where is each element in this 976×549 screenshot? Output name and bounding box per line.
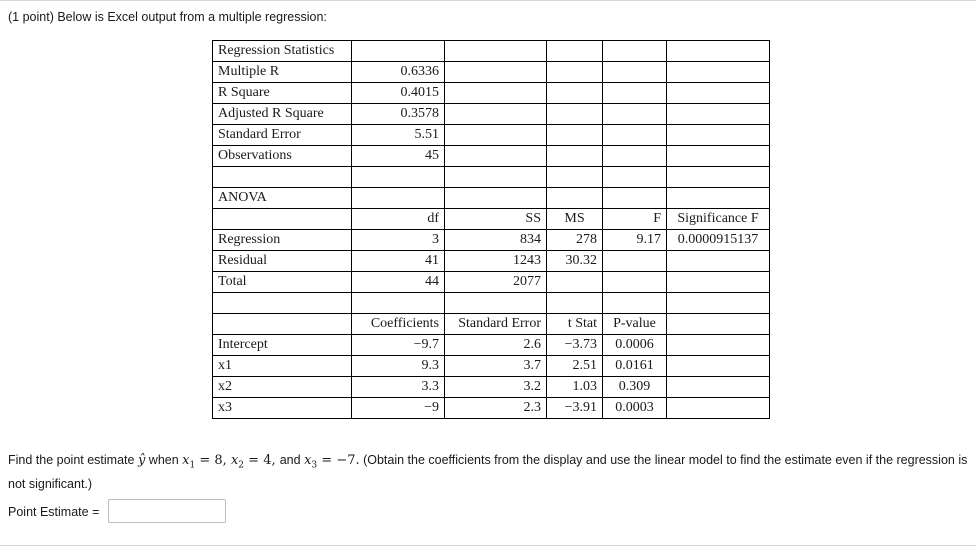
point-estimate-label: Point Estimate = <box>8 505 100 519</box>
regstats-label: Standard Error <box>213 125 352 146</box>
regstats-row <box>213 62 770 83</box>
anova-df: 41 <box>352 251 445 272</box>
coef-label: x3 <box>213 398 352 419</box>
coef-p: 0.309 <box>603 377 667 398</box>
anova-label: Residual <box>213 251 352 272</box>
coef-header-p-value: P-value <box>603 314 667 335</box>
anova-ms: 278 <box>547 230 603 251</box>
coef-value: −9 <box>352 398 445 419</box>
anova-title-row <box>213 188 770 209</box>
point-estimate-input[interactable] <box>108 499 226 523</box>
coef-se: 2.3 <box>445 398 547 419</box>
coef-value: −9.7 <box>352 335 445 356</box>
y-hat-symbol: ŷ <box>137 453 146 468</box>
top-divider <box>0 0 976 1</box>
anova-header-sig-f: Significance F <box>667 209 770 230</box>
regstats-title-row <box>213 41 770 62</box>
coef-p: 0.0161 <box>603 356 667 377</box>
question-prefix: Find the point estimate <box>8 453 135 467</box>
regstats-title: Regression Statistics <box>213 41 352 62</box>
blank-row <box>213 167 770 188</box>
coef-t: 2.51 <box>547 356 603 377</box>
coef-label: x2 <box>213 377 352 398</box>
anova-row-regression <box>213 230 770 251</box>
anova-header-ms: MS <box>547 209 603 230</box>
regstats-value: 0.6336 <box>352 62 445 83</box>
coef-p: 0.0006 <box>603 335 667 356</box>
anova-ms: 30.32 <box>547 251 603 272</box>
anova-label: Total <box>213 272 352 293</box>
regstats-row <box>213 83 770 104</box>
anova-title: ANOVA <box>213 188 352 209</box>
anova-sig-f: 0.0000915137 <box>667 230 770 251</box>
anova-row-residual <box>213 251 770 272</box>
coef-t: −3.73 <box>547 335 603 356</box>
anova-ss: 834 <box>445 230 547 251</box>
regstats-row <box>213 104 770 125</box>
coef-se: 2.6 <box>445 335 547 356</box>
excel-output-table <box>212 40 770 419</box>
anova-label: Regression <box>213 230 352 251</box>
regstats-row <box>213 146 770 167</box>
coef-label: Intercept <box>213 335 352 356</box>
bottom-divider <box>0 545 976 546</box>
x3-expression: $x_3 = -7$. <box>304 453 360 471</box>
regstats-value: 0.3578 <box>352 104 445 125</box>
question-when: when <box>148 453 179 467</box>
regstats-value: 5.51 <box>352 125 445 146</box>
problem-header: (1 point) Below is Excel output from a multiple regression: <box>8 10 327 24</box>
anova-ss: 2077 <box>445 272 547 293</box>
coef-p: 0.0003 <box>603 398 667 419</box>
coef-value: 3.3 <box>352 377 445 398</box>
coef-row-x1 <box>213 356 770 377</box>
anova-f: 9.17 <box>603 230 667 251</box>
anova-ss: 1243 <box>445 251 547 272</box>
x2-expression: $x_2 = 4$, <box>230 453 280 471</box>
anova-row-total <box>213 272 770 293</box>
coef-header-standard-error: Standard Error <box>445 314 547 335</box>
regstats-label: Adjusted R Square <box>213 104 352 125</box>
regstats-label: R Square <box>213 83 352 104</box>
question-and: and <box>279 453 301 467</box>
coef-label: x1 <box>213 356 352 377</box>
anova-header-df: df <box>352 209 445 230</box>
regstats-row <box>213 125 770 146</box>
anova-header-ss: SS <box>445 209 547 230</box>
regstats-value: 45 <box>352 146 445 167</box>
coef-value: 9.3 <box>352 356 445 377</box>
coef-header-row <box>213 314 770 335</box>
anova-header-row <box>213 209 770 230</box>
regstats-value: 0.4015 <box>352 83 445 104</box>
anova-header-f: F <box>603 209 667 230</box>
x1-expression: $x_1 = 8$, <box>182 453 231 471</box>
anova-df: 44 <box>352 272 445 293</box>
regstats-label: Observations <box>213 146 352 167</box>
regstats-label: Multiple R <box>213 62 352 83</box>
coef-se: 3.2 <box>445 377 547 398</box>
question-text <box>8 451 968 493</box>
coef-header-coefficients: Coefficients <box>352 314 445 335</box>
coef-header-t-stat: t Stat <box>547 314 603 335</box>
blank-row <box>213 293 770 314</box>
coef-t: −3.91 <box>547 398 603 419</box>
coef-row-intercept <box>213 335 770 356</box>
coef-row-x2 <box>213 377 770 398</box>
coef-se: 3.7 <box>445 356 547 377</box>
coef-t: 1.03 <box>547 377 603 398</box>
anova-df: 3 <box>352 230 445 251</box>
question-suffix: (Obtain the coefficients from the display and use the linear model to find the estimate even if the regression is not significant.) <box>8 453 968 491</box>
coef-row-x3 <box>213 398 770 419</box>
